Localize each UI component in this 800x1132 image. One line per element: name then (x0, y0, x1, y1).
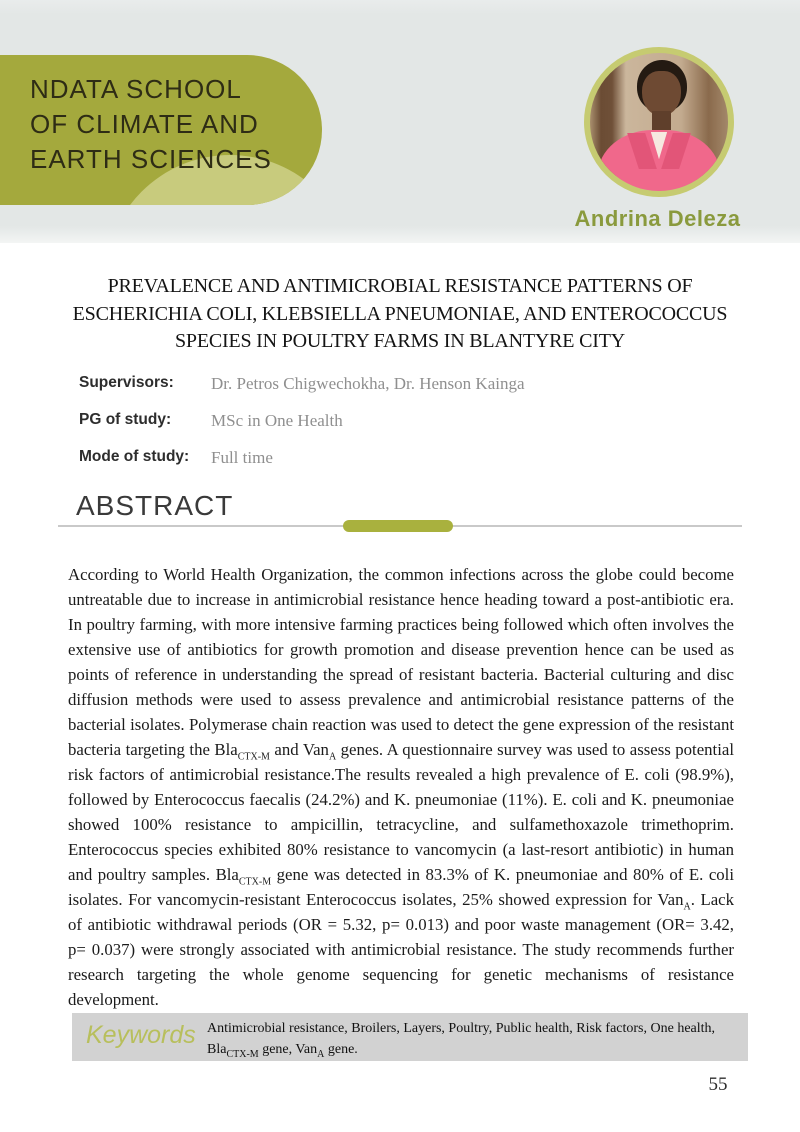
school-name-line: EARTH SCIENCES (30, 144, 272, 174)
info-row-mode-of-study (79, 448, 525, 468)
gene-subscript: CTX-M (237, 751, 270, 763)
keywords-part: gene, Van (258, 1042, 318, 1057)
info-label: Mode of study: (79, 448, 190, 465)
school-name-line: NDATA SCHOOL (30, 74, 242, 104)
abstract-part: genes. A questionnaire survey was used to assess potential risk factors of antimicrobial resistance.The results revealed a high prevalence of E. coli (98.9%), followed by Enterococcus faecalis (24.2%) and K. pneumoniae (11%). E. coli and K. pneumoniae showed 100% resistance to ampicillin, tetracycline, and sulfamethoxazole trimethoprim. Enterococcus species exhibited 80% resistance to vancomycin (a last-resort antibiotic) in human and poultry samples. Bla (68, 739, 734, 884)
keywords-line (207, 1039, 745, 1060)
keywords-label: Keywords (86, 1021, 196, 1049)
school-logo-blob (0, 55, 322, 205)
thesis-title-line: PREVALENCE AND ANTIMICROBIAL RESISTANCE PATTERNS OF (107, 275, 693, 297)
header-band (0, 0, 800, 243)
student-name: Andrina Deleza (574, 206, 741, 231)
info-row-pg-of-study (79, 411, 525, 431)
portrait-face (642, 71, 681, 117)
school-name (30, 72, 272, 177)
gene-subscript: CTX-M (238, 876, 272, 888)
thesis-title (30, 273, 770, 356)
thesis-title-line: SPECIES IN POULTRY FARMS IN BLANTYRE CITY (174, 330, 625, 352)
abstract-heading: ABSTRACT (76, 490, 234, 521)
info-label: Supervisors: (79, 374, 174, 391)
gene-subscript: CTX-M (226, 1048, 259, 1060)
abstract-part: gene was detected in 83.3% of K. pneumoniae and 80% of E. coli isolates. For vancomycin-resistant Enterococcus isolates, 25% showed expression for Van (68, 864, 734, 909)
student-portrait-photo (584, 47, 734, 197)
school-name-line: OF CLIMATE AND (30, 109, 259, 139)
page-number: 55 (708, 1074, 728, 1095)
gene-subscript: A (317, 1048, 325, 1060)
info-value: MSc in One Health (211, 411, 343, 430)
keywords-box (72, 1013, 748, 1061)
portrait-neck (652, 111, 671, 130)
abstract-text (68, 562, 734, 1012)
info-row-supervisors (79, 374, 525, 394)
info-value: Full time (211, 448, 273, 467)
abstract-part: and Van (269, 739, 329, 759)
keywords-text (207, 1018, 745, 1060)
accent-pill (343, 520, 453, 532)
info-label: PG of study: (79, 411, 172, 428)
study-info (79, 374, 525, 485)
keywords-part: gene. (324, 1042, 358, 1057)
thesis-title-line: ESCHERICHIA COLI, KLEBSIELLA PNEUMONIAE, AND ENTEROCOCCUS (72, 302, 728, 325)
abstract-part: . Lack of antibiotic withdrawal periods (OR = 5.32, p= 0.013) and poor waste management (OR= 3.42, p= 0.037) were strongly associated with antimicrobial resistance. The study recommends further research targeting the whole genome sequencing for genetic mechanisms of resistance development. (68, 889, 734, 1009)
abstract-part: According to World Health Organization, the common infections across the globe could become untreatable due to increase in antimicrobial resistance hence heading toward a post-antibiotic era. In poultry farming, with more intensive farming practices being followed which often involves the extensive use of antibiotics for growth promotion and disease prevention hence can be used as points of reference in understanding the spread of resistant bacteria. Bacterial culturing and disc diffusion methods were used to assess prevalence and antimicrobial resistance patterns of the bacterial isolates. Polymerase chain reaction was used to detect the gene expression of the resistant bacteria targeting the Bla (68, 564, 734, 759)
keywords-part: Bla (207, 1042, 227, 1057)
keywords-line: Antimicrobial resistance, Broilers, Layers, Poultry, Public health, Risk factors, One health, (207, 1021, 716, 1036)
gene-subscript: A (683, 901, 691, 913)
gene-subscript: A (328, 751, 337, 763)
info-value: Dr. Petros Chigwechokha, Dr. Henson Kainga (211, 374, 525, 393)
